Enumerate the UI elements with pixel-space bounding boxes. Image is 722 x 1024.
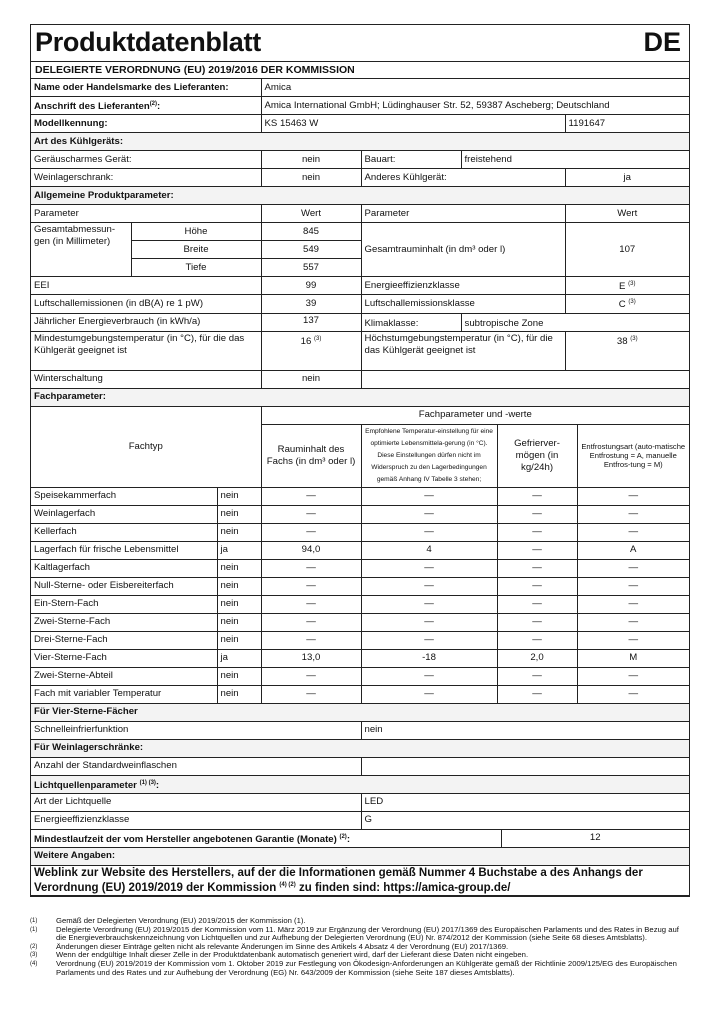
compartment-freeze: —	[497, 613, 577, 631]
footnote-text: Wenn der endgültige Inhalt dieser Zelle in der Produktdatenbank automatisch generiert wird, darf der Lieferant diese Daten nicht eingeben.	[56, 950, 529, 960]
table-row	[31, 649, 689, 667]
compartment-defrost: —	[577, 523, 689, 541]
sheet-header	[31, 25, 689, 62]
compartment-freeze: —	[497, 595, 577, 613]
compartment-defrost: —	[577, 559, 689, 577]
compartment-defrost: —	[577, 631, 689, 649]
compartment-present: nein	[217, 505, 261, 523]
noise-class-label: Luftschallemissionsklasse	[361, 295, 565, 313]
dimensions-label: Gesamtabmessun-gen (in Millimeter)	[31, 223, 131, 277]
compartment-name: Ein-Stern-Fach	[31, 595, 217, 613]
compartment-volume: —	[261, 559, 361, 577]
empty-cell	[361, 370, 689, 388]
compartment-present: ja	[217, 541, 261, 559]
compartment-defrost: —	[577, 577, 689, 595]
design-label: Bauart:	[361, 151, 461, 169]
model-code: 1191647	[565, 115, 689, 133]
compartment-volume: —	[261, 667, 361, 685]
climate-class-label: Klimaklasse:	[361, 313, 461, 331]
page-title: Produktdatenblatt	[35, 27, 261, 57]
model-value: KS 15463 W	[261, 115, 565, 133]
compartment-defrost: —	[577, 505, 689, 523]
compartment-present: nein	[217, 487, 261, 505]
col-defrost-header: Entfrostungsart (auto-matische Entfrostung = A, manuelle Entfros-tung = M)	[577, 424, 689, 487]
compartment-freeze: —	[497, 577, 577, 595]
other-appliance-label: Anderes Kühlgerät:	[361, 169, 565, 187]
section-further-info: Weitere Angaben:	[31, 847, 689, 865]
compartment-temp: —	[361, 505, 497, 523]
height-value: 845	[261, 223, 361, 241]
annual-energy-value: 137	[261, 313, 361, 331]
compartment-present: nein	[217, 523, 261, 541]
compartment-present: nein	[217, 559, 261, 577]
energy-class-label: Energieeffizienzklasse	[361, 277, 565, 295]
compartment-defrost: —	[577, 685, 689, 703]
height-label: Höhe	[131, 223, 261, 241]
section-four-star: Für Vier-Sterne-Fächer	[31, 704, 689, 722]
footnote-text: Delegierte Verordnung (EU) 2019/2015 der Kommission vom 11. März 2019 zur Ergänzung der Verordnung (EU) 2017/1369 des Europäischen Parlaments und des Rates in Bezug auf die Energieverbrauchskennzeichnung von Lichtquellen und zur Aufhebung der Delegierten Verordnung (EU) Nr. 874/2012 der Kommission (siehe Seite 68 dieses Amtsblatts).	[56, 924, 679, 943]
table-row	[31, 685, 689, 703]
compartment-volume: —	[261, 523, 361, 541]
product-data-sheet	[30, 24, 690, 897]
compartment-volume: —	[261, 487, 361, 505]
footnote-mark: (4)	[30, 960, 38, 967]
table-row	[31, 541, 689, 559]
winter-switch-value: nein	[261, 370, 361, 388]
width-value: 549	[261, 241, 361, 259]
compartment-present: nein	[217, 595, 261, 613]
compartment-name: Speisekammerfach	[31, 487, 217, 505]
general-table	[31, 151, 689, 406]
compartment-volume: 13,0	[261, 649, 361, 667]
compartment-name: Weinlagerfach	[31, 505, 217, 523]
value-header: Wert	[261, 205, 361, 223]
table-row	[31, 505, 689, 523]
total-volume-label: Gesamtrauminhalt (in dm³ oder l)	[361, 223, 565, 277]
compartment-freeze: —	[497, 541, 577, 559]
table-row	[31, 487, 689, 505]
light-type-label: Art der Lichtquelle	[31, 793, 361, 811]
compartment-temp: —	[361, 667, 497, 685]
supplier-name-label: Name oder Handelsmarke des Lieferanten:	[31, 79, 261, 97]
compartment-freeze: —	[497, 505, 577, 523]
table-row	[31, 667, 689, 685]
footnotes	[30, 917, 690, 977]
annual-energy-label: Jährlicher Energieverbrauch (in kWh/a)	[31, 313, 261, 331]
eei-label: EEI	[31, 277, 261, 295]
compartment-volume: —	[261, 505, 361, 523]
width-label: Breite	[131, 241, 261, 259]
param-header-right: Parameter	[361, 205, 565, 223]
compartment-defrost: —	[577, 595, 689, 613]
section-light-source: Lichtquellenparameter $^{(1) (3)}$:	[31, 775, 689, 793]
guarantee-value: 12	[501, 830, 689, 848]
wine-cabinet-value: nein	[261, 169, 361, 187]
language-code: DE	[643, 27, 681, 57]
total-volume-value: 107	[565, 223, 689, 277]
compartment-name: Zwei-Sterne-Fach	[31, 613, 217, 631]
compartment-type-header: Fachtyp	[31, 407, 261, 488]
col-temp-header: Empfohlene Temperatur-einstellung für eine optimierte Lebensmittela-gerung (in °C). Diese Einstellungen dürfen nicht im Widerspruch zu den Lagerbedingungen gemäß Anhang IV Tabelle 3 stehen;	[361, 424, 497, 487]
compartment-temp: —	[361, 559, 497, 577]
compartment-group-header: Fachparameter und -werte	[261, 407, 689, 425]
table-row	[31, 631, 689, 649]
footnote-text: Änderungen dieser Einträge gelten nicht als relevante Änderungen im Sinne des Artikels 4 Absatz 4 der Verordnung (EU) 2017/1369.	[56, 941, 509, 951]
footnote-mark: (1)	[30, 918, 38, 924]
guarantee-label: Mindestlaufzeit der vom Hersteller angebotenen Garantie (Monate) $^{(2)}$:	[31, 830, 501, 848]
compartment-name: Lagerfach für frische Lebensmittel	[31, 541, 217, 559]
footnote	[30, 960, 690, 977]
compartment-present: nein	[217, 631, 261, 649]
compartment-present: nein	[217, 667, 261, 685]
compartment-temp: —	[361, 577, 497, 595]
compartment-name: Kaltlagerfach	[31, 559, 217, 577]
supplier-address-value: Amica International GmbH; Lüdinghauser Str. 52, 59387 Ascheberg; Deutschland	[261, 97, 689, 115]
depth-label: Tiefe	[131, 259, 261, 277]
table-row	[31, 577, 689, 595]
min-temp-value: 16 $^{(3)}$	[261, 331, 361, 370]
compartment-freeze: —	[497, 523, 577, 541]
compartment-temp: —	[361, 631, 497, 649]
compartment-freeze: —	[497, 487, 577, 505]
table-row	[31, 595, 689, 613]
winter-switch-label: Winterschaltung	[31, 370, 261, 388]
compartment-temp: —	[361, 613, 497, 631]
additional-table	[31, 704, 689, 830]
col-volume-header: Rauminhalt des Fachs (in dm³ oder l)	[261, 424, 361, 487]
energy-class-value: E $^{(3)}$	[565, 277, 689, 295]
section-compartment-parameters: Fachparameter:	[31, 388, 689, 406]
compartment-temp: —	[361, 487, 497, 505]
compartment-defrost: M	[577, 649, 689, 667]
supplier-table	[31, 79, 689, 151]
compartment-name: Drei-Sterne-Fach	[31, 631, 217, 649]
compartment-present: nein	[217, 613, 261, 631]
footnote-text: Gemäß der Delegierten Verordnung (EU) 2019/2015 der Kommission (1).	[56, 916, 306, 925]
compartment-volume: —	[261, 595, 361, 613]
compartment-table	[31, 407, 689, 704]
section-appliance-type: Art des Kühlgeräts:	[31, 133, 689, 151]
guarantee-table	[31, 830, 689, 896]
table-row	[31, 523, 689, 541]
footnote	[30, 926, 690, 943]
depth-value: 557	[261, 259, 361, 277]
compartment-volume: —	[261, 685, 361, 703]
param-header: Parameter	[31, 205, 261, 223]
compartment-defrost: —	[577, 613, 689, 631]
light-class-value: G	[361, 811, 689, 829]
col-freeze-header: Gefrierver-mögen (in kg/24h)	[497, 424, 577, 487]
quick-freeze-label: Schnelleinfrierfunktion	[31, 721, 361, 739]
footnote-mark: (2)	[30, 943, 38, 950]
compartment-freeze: —	[497, 631, 577, 649]
min-temp-label: Mindestumgebungstemperatur (in °C), für die das Kühlgerät geeignet ist	[31, 331, 261, 370]
compartment-name: Zwei-Sterne-Abteil	[31, 667, 217, 685]
compartment-defrost: —	[577, 667, 689, 685]
compartment-temp: —	[361, 523, 497, 541]
compartment-temp: 4	[361, 541, 497, 559]
eei-value: 99	[261, 277, 361, 295]
light-type-value: LED	[361, 793, 689, 811]
compartment-name: Fach mit variabler Temperatur	[31, 685, 217, 703]
max-temp-value: 38 $^{(3)}$	[565, 331, 689, 370]
compartment-freeze: —	[497, 685, 577, 703]
section-general-parameters: Allgemeine Produktparameter:	[31, 187, 689, 205]
compartment-name: Kellerfach	[31, 523, 217, 541]
compartment-freeze: 2,0	[497, 649, 577, 667]
compartment-temp: —	[361, 595, 497, 613]
footnote-mark: (1)	[30, 926, 38, 933]
other-appliance-value: ja	[565, 169, 689, 187]
compartment-present: nein	[217, 577, 261, 595]
wine-cabinet-label: Weinlagerschrank:	[31, 169, 261, 187]
climate-class-value: subtropische Zone	[461, 313, 689, 331]
max-temp-label: Höchstumgebungstemperatur (in °C), für die das Kühlgerät geeignet ist	[361, 331, 565, 370]
compartment-name: Vier-Sterne-Fach	[31, 649, 217, 667]
manufacturer-weblink[interactable]: Weblink zur Website des Herstellers, auf der die Informationen gemäß Nummer 4 Buchstabe a des Anhangs der Verordnung (EU) 2019/2019 der Kommission $^{(4) (2)}$ zu finden sind: https://amica-group.de/	[31, 865, 689, 895]
model-label: Modellkennung:	[31, 115, 261, 133]
compartment-name: Null-Sterne- oder Eisbereiterfach	[31, 577, 217, 595]
compartment-volume: 94,0	[261, 541, 361, 559]
compartment-freeze: —	[497, 667, 577, 685]
compartment-volume: —	[261, 631, 361, 649]
compartment-present: nein	[217, 685, 261, 703]
low-noise-value: nein	[261, 151, 361, 169]
wine-bottles-value	[361, 757, 689, 775]
noise-value: 39	[261, 295, 361, 313]
wine-bottles-label: Anzahl der Standardweinflaschen	[31, 757, 361, 775]
value-header-right: Wert	[565, 205, 689, 223]
light-class-label: Energieeffizienzklasse	[31, 811, 361, 829]
compartment-volume: —	[261, 577, 361, 595]
compartment-defrost: A	[577, 541, 689, 559]
compartment-defrost: —	[577, 487, 689, 505]
low-noise-label: Geräuscharmes Gerät:	[31, 151, 261, 169]
noise-label: Luftschallemissionen (in dB(A) re 1 pW)	[31, 295, 261, 313]
footnote-mark: (3)	[30, 952, 38, 959]
supplier-address-label: Anschrift des Lieferanten$^{(2)}$:	[31, 97, 261, 115]
noise-class-value: C $^{(3)}$	[565, 295, 689, 313]
quick-freeze-value: nein	[361, 721, 689, 739]
compartment-temp: —	[361, 685, 497, 703]
regulation-subtitle: DELEGIERTE VERORDNUNG (EU) 2019/2016 DER KOMMISSION	[31, 62, 689, 79]
table-row	[31, 613, 689, 631]
compartment-present: ja	[217, 649, 261, 667]
table-row	[31, 559, 689, 577]
compartment-freeze: —	[497, 559, 577, 577]
design-value: freistehend	[461, 151, 689, 169]
compartment-temp: -18	[361, 649, 497, 667]
compartment-volume: —	[261, 613, 361, 631]
supplier-name-value: Amica	[261, 79, 689, 97]
section-wine: Für Weinlagerschränke:	[31, 739, 689, 757]
footnote-text: Verordnung (EU) 2019/2019 der Kommission vom 1. Oktober 2019 zur Festlegung von Ökodesign-Anforderungen an Kühlgeräte gemäß der Richtlinie 2009/125/EG des Europäischen Parlaments und des Rates und zur Aufhebung der Verordnung (EG) Nr. 643/2009 der Kommission (siehe Seite 187 dieses Amtsblatts).	[56, 958, 677, 977]
